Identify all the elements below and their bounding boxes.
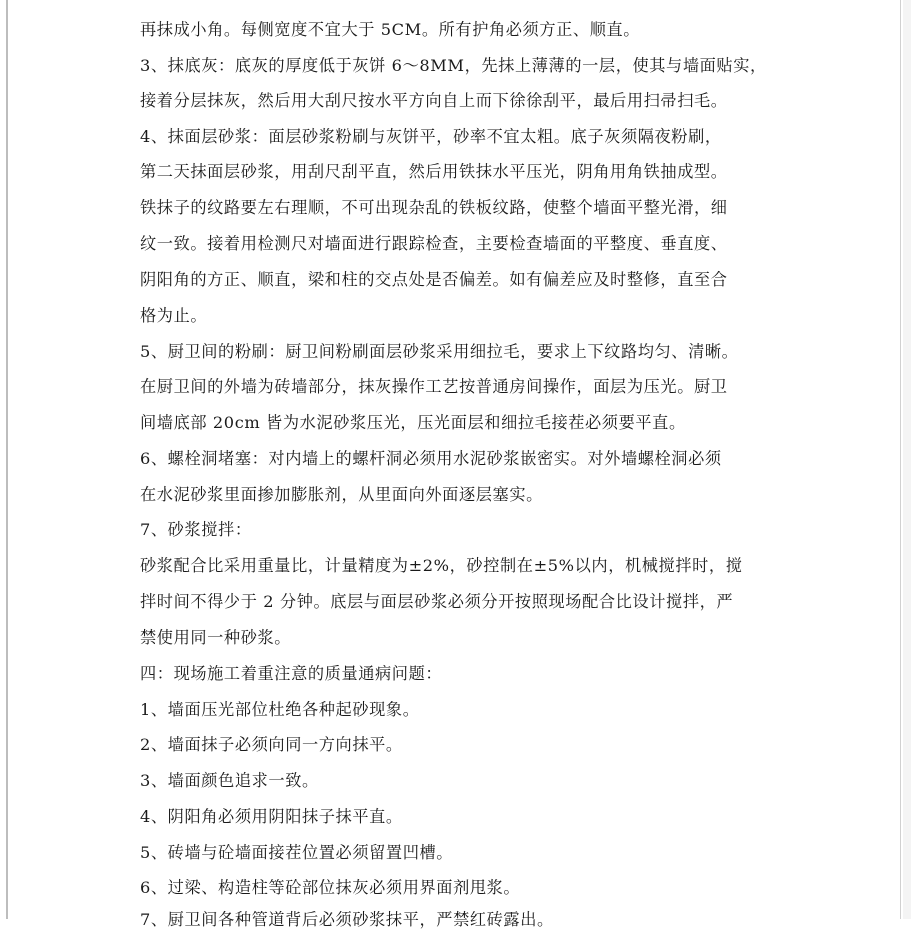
list-item: 1、墙面压光部位杜绝各种起砂现象。 [140,700,420,719]
page-edge-right [900,0,901,919]
text-line: 阴阳角的方正、顺直，梁和柱的交点处是否偏差。如有偏差应及时整修，直至合 [140,270,728,289]
text-line: 接着分层抹灰，然后用大刮尺按水平方向自上而下徐徐刮平，最后用扫帚扫毛。 [140,91,728,110]
document-page [8,0,900,929]
list-item: 7、厨卫间各种管道背后必须砂浆抹平，严禁红砖露出。 [140,910,554,929]
text-line: 4、抹面层砂浆：面层砂浆粉刷与灰饼平，砂率不宜太粗。底子灰须隔夜粉刷， [140,127,722,146]
text-line: 间墙底部 20cm 皆为水泥砂浆压光，压光面层和细拉毛接茬必须要平直。 [140,413,686,432]
text-line: 铁抹子的纹路要左右理顺，不可出现杂乱的铁板纹路，使整个墙面平整光滑，细 [140,198,728,217]
text-line: 5、厨卫间的粉刷：厨卫间粉刷面层砂浆采用细拉毛，要求上下纹路均匀、清晰。 [140,342,739,361]
list-item: 3、墙面颜色追求一致。 [140,771,319,790]
text-line: 再抹成小角。每侧宽度不宜大于 5CM。所有护角必须方正、顺直。 [140,20,641,39]
text-line: 砂浆配合比采用重量比，计量精度为±2%，砂控制在±5%以内，机械搅拌时，搅 [140,556,743,575]
text-line: 在厨卫间的外墙为砖墙部分，抹灰操作工艺按普通房间操作，面层为压光。厨卫 [140,377,728,396]
list-item: 6、过梁、构造柱等砼部位抹灰必须用界面剂甩浆。 [140,878,521,897]
list-item: 4、阴阳角必须用阴阳抹子抹平直。 [140,807,403,826]
vertical-scrollbar[interactable] [903,0,911,919]
text-line: 格为止。 [140,306,208,325]
text-line: 在水泥砂浆里面掺加膨胀剂，从里面向外面逐层塞实。 [140,485,543,504]
section-heading: 四：现场施工着重注意的质量通病问题： [140,664,443,683]
list-item: 5、砖墙与砼墙面接茬位置必须留置凹槽。 [140,843,454,862]
text-line: 第二天抹面层砂浆，用刮尺刮平直，然后用铁抹水平压光，阴角用角铁抽成型。 [140,162,728,181]
text-line: 拌时间不得少于 2 分钟。底层与面层砂浆必须分开按照现场配合比设计搅拌，严 [140,592,734,611]
text-line: 6、螺栓洞堵塞：对内墙上的螺杆洞必须用水泥砂浆嵌密实。对外墙螺栓洞必须 [140,449,722,468]
list-item: 2、墙面抹子必须向同一方向抹平。 [140,735,403,754]
text-line: 禁使用同一种砂浆。 [140,628,292,647]
text-line: 7、砂浆搅拌： [140,520,252,539]
text-line: 纹一致。接着用检测尺对墙面进行跟踪检查，主要检查墙面的平整度、垂直度、 [140,234,728,253]
text-line: 3、抹底灰：底灰的厚度低于灰饼 6～8MM，先抹上薄薄的一层，使其与墙面贴实， [140,56,767,75]
